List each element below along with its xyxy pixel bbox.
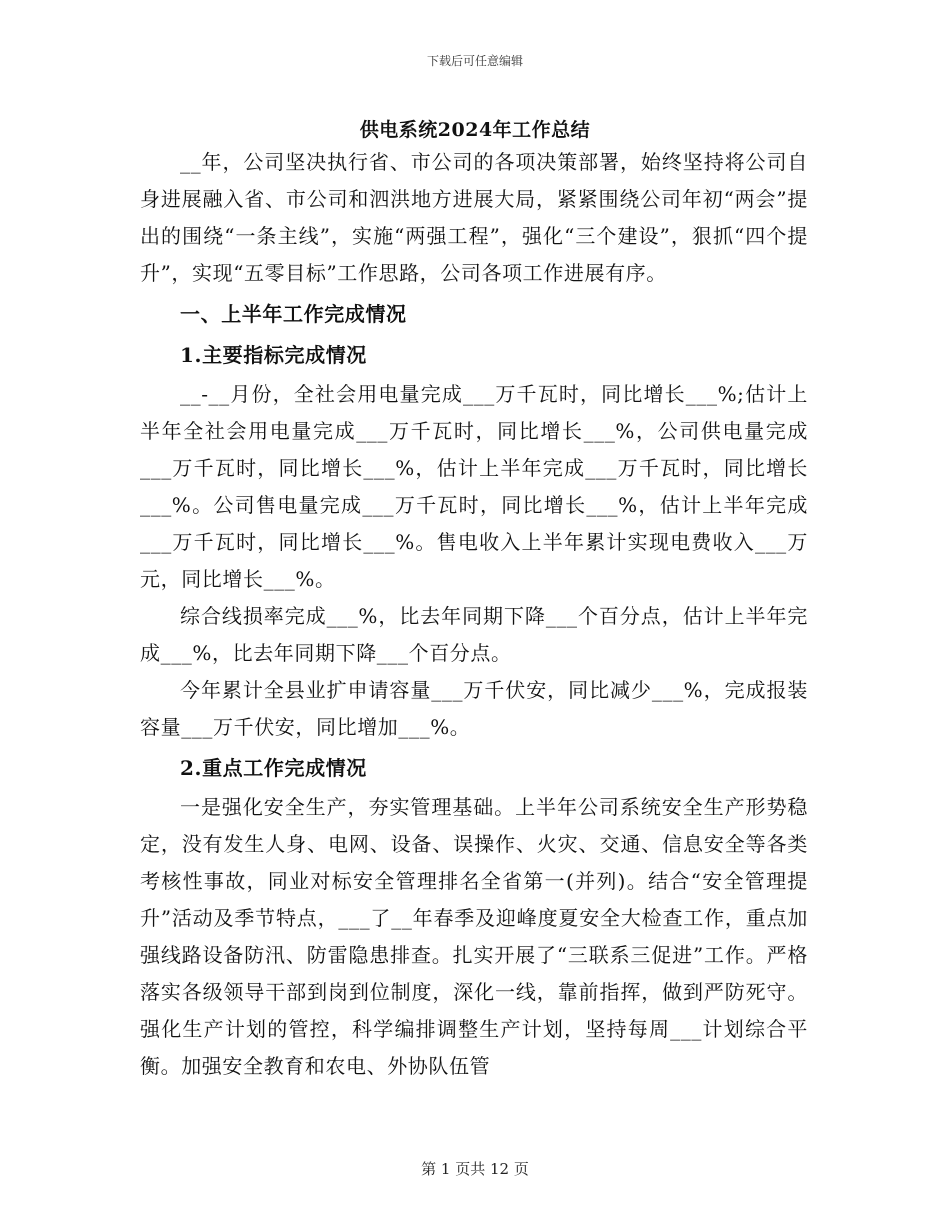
- paragraph-indicators: __-__月份，全社会用电量完成___万千瓦时，同比增长___%;估计上半年全社会用电量完成___万千瓦时，同比增长___%，公司供电量完成___万千瓦时，同比增长___%，估计上半年完成___万千瓦时，同比增长___%。公司售电量完成___万千瓦时，同比增长___%，估计上半年完成___万千瓦时，同比增长___%。售电收入上半年累计实现电费收入___万元，同比增长___%。: [140, 382, 808, 591]
- subsection-heading-1: 1.主要指标完成情况: [180, 343, 367, 367]
- document-title: 供电系统2024年工作总结: [359, 119, 591, 141]
- paragraph-line-loss: 综合线损率完成___%，比去年同期下降___个百分点，估计上半年完成___%，比去年同期下降___个百分点。: [140, 604, 808, 665]
- document-body: [140, 144, 808, 1085]
- page-footer: 第 1 页共 12 页: [421, 1160, 529, 1178]
- paragraph-intro: __年，公司坚决执行省、市公司的各项决策部署，始终坚持将公司自身进展融入省、市公司和泗洪地方进展大局，紧紧围绕公司年初“两会”提出的围绕“一条主线”，实施“两强工程”，强化“三个建设”，狠抓“四个提升”，实现“五零目标”工作思路，公司各项工作进展有序。: [140, 150, 808, 285]
- section-heading-1: 一、上半年工作完成情况: [180, 302, 407, 326]
- header-note: 下载后可任意编辑: [426, 54, 523, 68]
- paragraph-safety: 一是强化安全生产，夯实管理基础。上半年公司系统安全生产形势稳定，没有发生人身、电网、设备、误操作、火灾、交通、信息安全等各类考核性事故，同业对标安全管理排名全省第一(并列)。结合“安全管理提升”活动及季节特点，___了__年春季及迎峰度夏安全大检查工作，重点加强线路设备防汛、防雷隐患排查。扎实开展了“三联系三促进”工作。严格落实各级领导干部到岗到位制度，深化一线，靠前指挥，做到严防死守。强化生产计划的管控，科学编排调整生产计划，坚持每周___计划综合平衡。加强安全教育和农电、外协队伍管: [140, 795, 808, 1078]
- paragraph-capacity: 今年累计全县业扩申请容量___万千伏安，同比减少___%，完成报装容量___万千伏安，同比增加___%。: [140, 678, 808, 739]
- subsection-heading-2: 2.重点工作完成情况: [180, 756, 367, 780]
